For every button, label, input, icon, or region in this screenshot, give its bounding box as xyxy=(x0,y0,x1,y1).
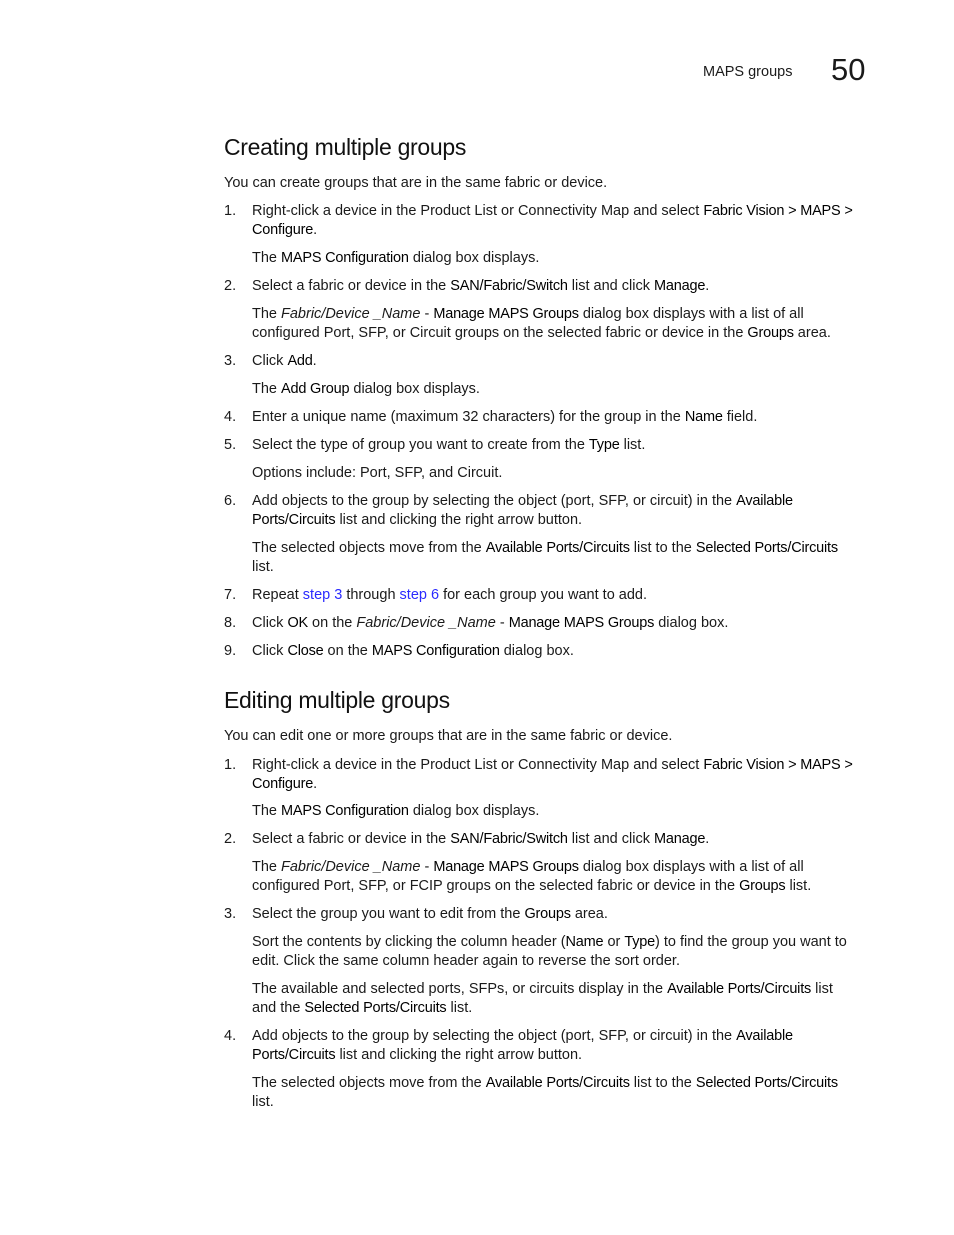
step-number: 1. xyxy=(224,203,237,219)
step-number: 3. xyxy=(224,353,237,369)
step-number: 4. xyxy=(224,409,237,425)
chapter-number: 50 xyxy=(831,52,866,87)
step-number: 4. xyxy=(224,1028,237,1044)
step-number: 2. xyxy=(224,831,237,847)
edit-step-3-result-2: The available and selected ports, SFPs, or circuits display in the Available Ports/Circuits list and the Selected Ports/Circuits list. xyxy=(252,981,833,1016)
section-title: MAPS groups xyxy=(703,64,793,80)
edit-step-1-text: Right-click a device in the Product List or Connectivity Map and select Fabric Vision > MAPS > Configure. xyxy=(252,757,853,792)
step-number: 8. xyxy=(224,615,237,631)
step-number: 5. xyxy=(224,437,237,453)
edit-step-3-result: Sort the contents by clicking the column header (Name or Type) to find the group you want to edit. Click the same column header again to reverse the sort order. xyxy=(252,934,847,969)
edit-step-4-result: The selected objects move from the Available Ports/Circuits list to the Selected Ports/Circuits list. xyxy=(252,1075,838,1110)
link-step-3[interactable]: step 3 xyxy=(302,587,343,603)
step-5-result: Options include: Port, SFP, and Circuit. xyxy=(252,465,503,481)
step-1-text: Right-click a device in the Product List or Connectivity Map and select Fabric Vision > MAPS > Configure. xyxy=(252,203,853,238)
step-6-result: The selected objects move from the Available Ports/Circuits list to the Selected Ports/Circuits list. xyxy=(252,540,838,575)
step-3-result: The Add Group dialog box displays. xyxy=(252,381,480,397)
step-7-text: Repeat step 3 through step 6 for each group you want to add. xyxy=(252,587,648,603)
link-step-6[interactable]: step 6 xyxy=(399,587,440,603)
intro-editing: You can edit one or more groups that are in the same fabric or device. xyxy=(224,728,673,744)
step-2-result: The Fabric/Device _Name - Manage MAPS Groups dialog box displays with a list of all configured Port, SFP, or Circuit groups on the selected fabric or device in the Groups area. xyxy=(252,306,831,341)
step-5-text: Select the type of group you want to create from the Type list. xyxy=(252,437,646,453)
step-number: 2. xyxy=(224,278,237,294)
step-number: 7. xyxy=(224,587,237,603)
edit-step-2-result: The Fabric/Device _Name - Manage MAPS Groups dialog box displays with a list of all configured Port, SFP, or FCIP groups on the selected fabric or device in the Groups list. xyxy=(252,859,812,894)
step-9-text: Click Close on the MAPS Configuration dialog box. xyxy=(252,643,574,659)
step-2-text: Select a fabric or device in the SAN/Fabric/Switch list and click Manage. xyxy=(252,278,710,294)
step-number: 9. xyxy=(224,643,237,659)
edit-step-1-result: The MAPS Configuration dialog box displays. xyxy=(252,803,540,819)
step-number: 6. xyxy=(224,493,237,509)
step-4-text: Enter a unique name (maximum 32 characters) for the group in the Name field. xyxy=(252,409,758,425)
step-8-text: Click OK on the Fabric/Device _Name - Manage MAPS Groups dialog box. xyxy=(252,615,729,631)
step-1-result: The MAPS Configuration dialog box displays. xyxy=(252,250,540,266)
step-3-text: Click Add. xyxy=(252,353,317,369)
edit-step-4-text: Add objects to the group by selecting the object (port, SFP, or circuit) in the Available Ports/Circuits list and clicking the right arrow button. xyxy=(252,1028,793,1063)
edit-step-3-text: Select the group you want to edit from the Groups area. xyxy=(252,906,608,922)
step-number: 1. xyxy=(224,757,237,773)
heading-editing: Editing multiple groups xyxy=(224,687,450,713)
intro-creating: You can create groups that are in the same fabric or device. xyxy=(224,175,608,191)
heading-creating: Creating multiple groups xyxy=(224,134,467,160)
step-number: 3. xyxy=(224,906,237,922)
edit-step-2-text: Select a fabric or device in the SAN/Fabric/Switch list and click Manage. xyxy=(252,831,710,847)
step-6-text: Add objects to the group by selecting the object (port, SFP, or circuit) in the Available Ports/Circuits list and clicking the right arrow button. xyxy=(252,493,793,528)
